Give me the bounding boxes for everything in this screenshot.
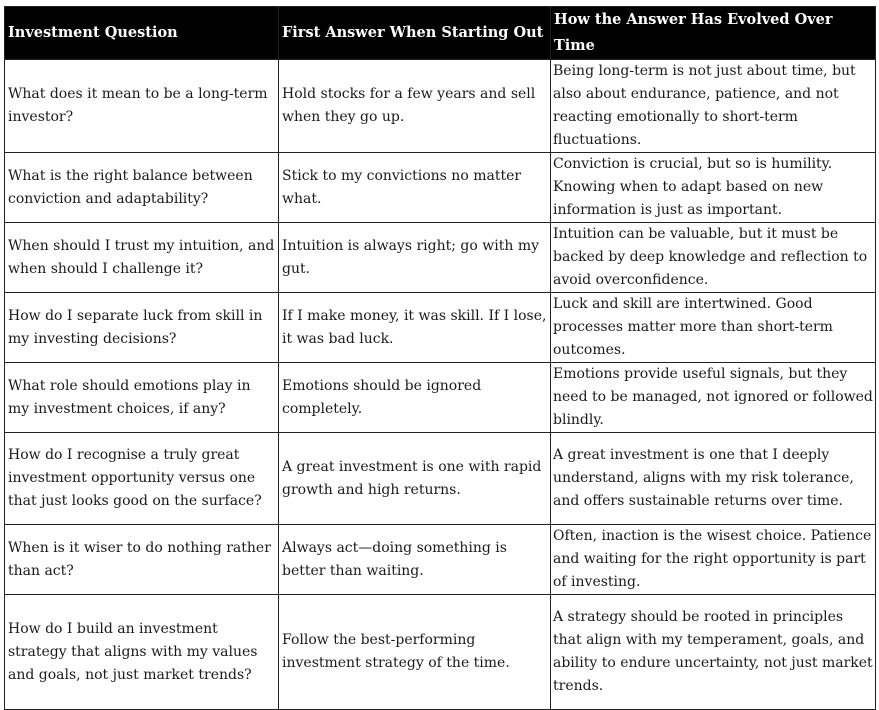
- header-investment-question: Investment Question: [5, 7, 279, 60]
- question-cell: How do I recognise a truly great investment opportunity versus one that just looks good on the surface?: [5, 433, 279, 525]
- table-row: [5, 363, 876, 433]
- first-answer-cell: If I make money, it was skill. If I lose, it was bad luck.: [279, 293, 551, 363]
- first-answer-cell: A great investment is one with rapid growth and high returns.: [279, 433, 551, 525]
- investment-questions-table: [4, 6, 876, 710]
- table-row: [5, 223, 876, 293]
- table-row: [5, 433, 876, 525]
- question-cell: How do I separate luck from skill in my investing decisions?: [5, 293, 279, 363]
- table-row: [5, 595, 876, 710]
- evolved-answer-cell: A strategy should be rooted in principles that align with my temperament, goals, and ability to endure uncertainty, not just market trends.: [551, 595, 876, 710]
- question-cell: When should I trust my intuition, and when should I challenge it?: [5, 223, 279, 293]
- evolved-answer-cell: A great investment is one that I deeply understand, aligns with my risk tolerance, and offers sustainable returns over time.: [551, 433, 876, 525]
- question-cell: When is it wiser to do nothing rather than act?: [5, 525, 279, 595]
- table-row: [5, 153, 876, 223]
- table-header-row: [5, 7, 876, 60]
- evolved-answer-cell: Conviction is crucial, but so is humility. Knowing when to adapt based on new information is just as important.: [551, 153, 876, 223]
- evolved-answer-cell: Emotions provide useful signals, but they need to be managed, not ignored or followed blindly.: [551, 363, 876, 433]
- question-cell: What is the right balance between conviction and adaptability?: [5, 153, 279, 223]
- evolved-answer-cell: Luck and skill are intertwined. Good processes matter more than short-term outcomes.: [551, 293, 876, 363]
- question-cell: How do I build an investment strategy that aligns with my values and goals, not just market trends?: [5, 595, 279, 710]
- first-answer-cell: Stick to my convictions no matter what.: [279, 153, 551, 223]
- table-row: [5, 60, 876, 153]
- evolved-answer-cell: Often, inaction is the wisest choice. Patience and waiting for the right opportunity is part of investing.: [551, 525, 876, 595]
- evolved-answer-cell: Intuition can be valuable, but it must be backed by deep knowledge and reflection to avoid overconfidence.: [551, 223, 876, 293]
- first-answer-cell: Always act—doing something is better than waiting.: [279, 525, 551, 595]
- question-cell: What does it mean to be a long-term investor?: [5, 60, 279, 153]
- first-answer-cell: Emotions should be ignored completely.: [279, 363, 551, 433]
- first-answer-cell: Hold stocks for a few years and sell when they go up.: [279, 60, 551, 153]
- table-row: [5, 293, 876, 363]
- header-evolved-answer: How the Answer Has Evolved Over Time: [551, 7, 876, 60]
- question-cell: What role should emotions play in my investment choices, if any?: [5, 363, 279, 433]
- first-answer-cell: Intuition is always right; go with my gut.: [279, 223, 551, 293]
- table-row: [5, 525, 876, 595]
- first-answer-cell: Follow the best-performing investment strategy of the time.: [279, 595, 551, 710]
- evolved-answer-cell: Being long-term is not just about time, but also about endurance, patience, and not reacting emotionally to short-term fluctuations.: [551, 60, 876, 153]
- header-first-answer: First Answer When Starting Out: [279, 7, 551, 60]
